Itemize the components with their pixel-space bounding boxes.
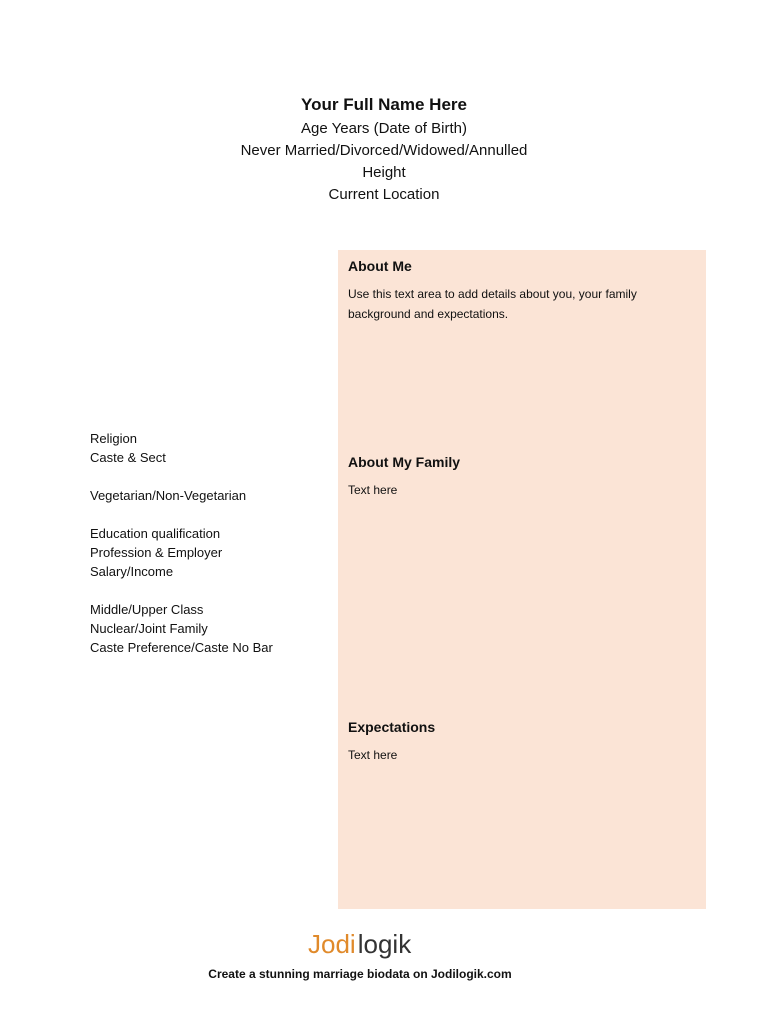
details-group-religion bbox=[90, 429, 330, 467]
details-group-diet bbox=[90, 486, 330, 505]
full-name: Your Full Name Here bbox=[301, 95, 467, 114]
personal-details bbox=[90, 429, 330, 657]
expectations-section bbox=[348, 717, 688, 765]
details-group-family bbox=[90, 600, 330, 657]
class: Middle/Upper Class bbox=[90, 602, 204, 617]
current-location: Current Location bbox=[328, 186, 440, 203]
marital-status: Never Married/Divorced/Widowed/Annulled bbox=[240, 142, 528, 159]
about-me-title: About Me bbox=[348, 258, 412, 274]
religion: Religion bbox=[90, 431, 137, 446]
expectations-body: Text here bbox=[348, 748, 398, 762]
logo-rest-text: logik bbox=[357, 929, 412, 959]
education: Education qualification bbox=[90, 526, 221, 541]
logo-brand-text: Jo bbox=[308, 929, 336, 959]
logo-accent-text: di bbox=[335, 929, 356, 959]
about-family-title: About My Family bbox=[348, 454, 461, 470]
about-me-section bbox=[348, 256, 688, 324]
expectations-title: Expectations bbox=[348, 719, 436, 735]
details-group-career bbox=[90, 524, 330, 581]
family-type: Nuclear/Joint Family bbox=[90, 621, 208, 636]
about-family-body: Text here bbox=[348, 483, 398, 497]
diet: Vegetarian/Non-Vegetarian bbox=[90, 488, 247, 503]
age-dob: Age Years (Date of Birth) bbox=[301, 120, 467, 137]
height: Height bbox=[362, 164, 406, 181]
about-me-body: Use this text area to add details about you, your family background and expectations. bbox=[348, 287, 637, 321]
about-family-section bbox=[348, 452, 688, 500]
salary: Salary/Income bbox=[90, 564, 174, 579]
footer-tagline: Create a stunning marriage biodata on Jodilogik.com bbox=[208, 967, 512, 981]
text-panel bbox=[338, 250, 706, 909]
profile-header bbox=[0, 92, 768, 206]
caste-preference: Caste Preference/Caste No Bar bbox=[90, 640, 273, 655]
profession: Profession & Employer bbox=[90, 545, 223, 560]
jodilogik-logo bbox=[308, 924, 411, 964]
caste-sect: Caste & Sect bbox=[90, 450, 166, 465]
